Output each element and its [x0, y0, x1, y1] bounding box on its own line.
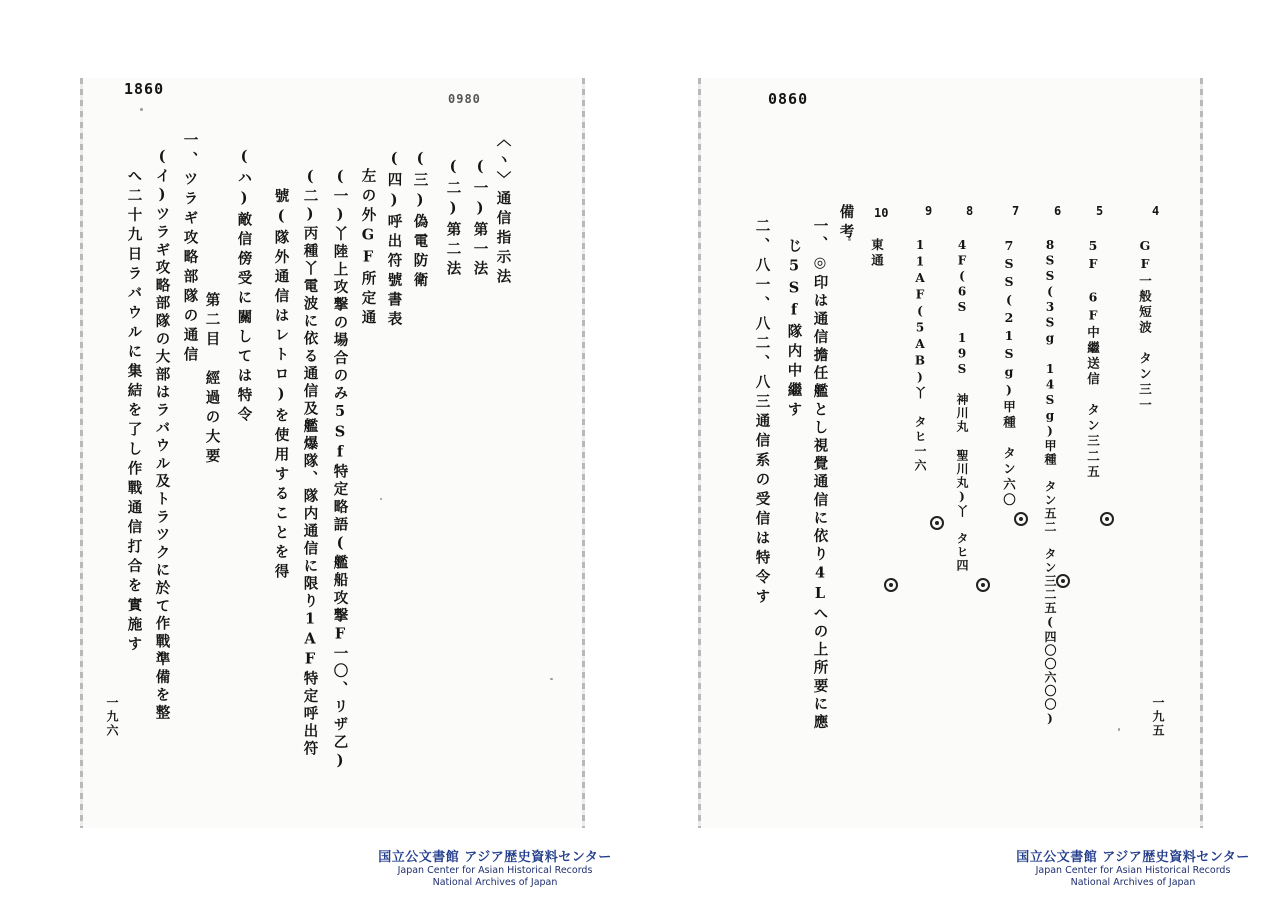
row-number: 6	[1054, 204, 1062, 218]
text-column: (ハ)敵信傍受に關しては特令	[235, 148, 253, 426]
row-number: 4	[1152, 204, 1160, 218]
archive-name-jp: 国立公文書館 アジア歴史資料センター	[1016, 850, 1250, 865]
page-edge	[698, 78, 701, 828]
page-top-left-number: 1860	[124, 80, 165, 98]
row-number: 9	[925, 204, 933, 218]
double-circle-mark	[1100, 512, 1114, 526]
page-edge	[582, 78, 585, 828]
page-edge	[1200, 78, 1203, 828]
page-edge	[80, 78, 83, 828]
paper-speck	[1118, 728, 1120, 731]
text-column: 〈ヽ〉通信指示法	[494, 132, 512, 288]
remarks-line: 一、◎印は通信擔任艦とし視覺通信に依り4Lへの上所要に應	[811, 218, 829, 733]
text-column: (一)第一法	[471, 158, 489, 280]
double-circle-mark	[976, 578, 990, 592]
archive-subname-en: National Archives of Japan	[432, 877, 558, 888]
remarks-line: じ5Sf隊内中繼す	[785, 238, 803, 421]
archive-credit	[330, 846, 660, 889]
paper-speck	[380, 498, 382, 500]
double-circle-mark	[930, 516, 944, 530]
page-top-center-number: 0980	[448, 92, 481, 106]
archive-subname-en: National Archives of Japan	[1070, 877, 1196, 888]
table-entry: 11AF(5AB)丫 タヒ一六	[913, 238, 927, 474]
page-number: 一九六	[105, 696, 119, 738]
table-entry: 7SS(21Sg)甲種 タン六〇	[1001, 238, 1017, 509]
table-entry: GF一般短波 タン三一	[1137, 238, 1153, 414]
text-column: 第二目 經過の大要	[203, 292, 221, 468]
remarks-line: 二、八一、八二、八三通信系の受信は特令す	[753, 218, 771, 608]
text-column: (二)第二法	[444, 158, 462, 280]
row-number: 7	[1012, 204, 1020, 218]
text-column: 號(隊外通信はレトロ)を使用することを得	[272, 188, 290, 583]
paper-speck	[140, 108, 143, 111]
page-number: 一九五	[1151, 696, 1165, 738]
text-column: 左の外GF所定通	[359, 168, 377, 329]
text-column: (四)呼出符號書表	[385, 150, 403, 331]
archive-name-en: Japan Center for Asian Historical Records	[1035, 865, 1231, 876]
paper-speck	[550, 678, 553, 680]
table-entry: 4F(6S 19S 神川丸 聖川丸)丫 タヒ四	[955, 238, 969, 573]
archive-name-jp: 国立公文書館 アジア歴史資料センター	[378, 850, 612, 865]
row-number: 10	[874, 206, 889, 220]
page-top-number: 0860	[768, 90, 809, 108]
text-column: へ二十九日ラバウルに集結を了し作戰通信打合を實施す	[125, 168, 143, 656]
table-entry: 東通	[869, 238, 885, 269]
table-entry: 8SS(3Sg 14Sg)甲種 タン五二 タン三二五(四〇〇六〇〇)	[1043, 238, 1057, 727]
text-column: 一、ツラギ攻略部隊の通信	[181, 132, 199, 366]
archive-name-en: Japan Center for Asian Historical Records	[397, 865, 593, 876]
text-column: (三)偽電防衛	[411, 150, 429, 292]
left-page	[80, 78, 585, 828]
right-page	[698, 78, 1203, 828]
double-circle-mark	[1056, 574, 1070, 588]
table-entry: 5F 6F中繼送信 タン三二五	[1085, 238, 1101, 481]
double-circle-mark	[884, 578, 898, 592]
archive-credit	[968, 846, 1280, 889]
row-number: 8	[966, 204, 974, 218]
text-column: (イ)ツラギ攻略部隊の大部はラバウル及トラツクに於て作戰準備を整	[153, 148, 171, 723]
remarks-label: 備考	[837, 204, 855, 243]
row-number: 5	[1096, 204, 1104, 218]
double-circle-mark	[1014, 512, 1028, 526]
text-column: (一)丫陸上攻撃の場合のみ5Sf特定略語(艦船攻撃F一〇、リザ乙)	[331, 168, 349, 773]
text-column: (二)丙種丫電波に依る通信及艦爆隊、隊内通信に限り1AF特定呼出符	[301, 168, 319, 758]
